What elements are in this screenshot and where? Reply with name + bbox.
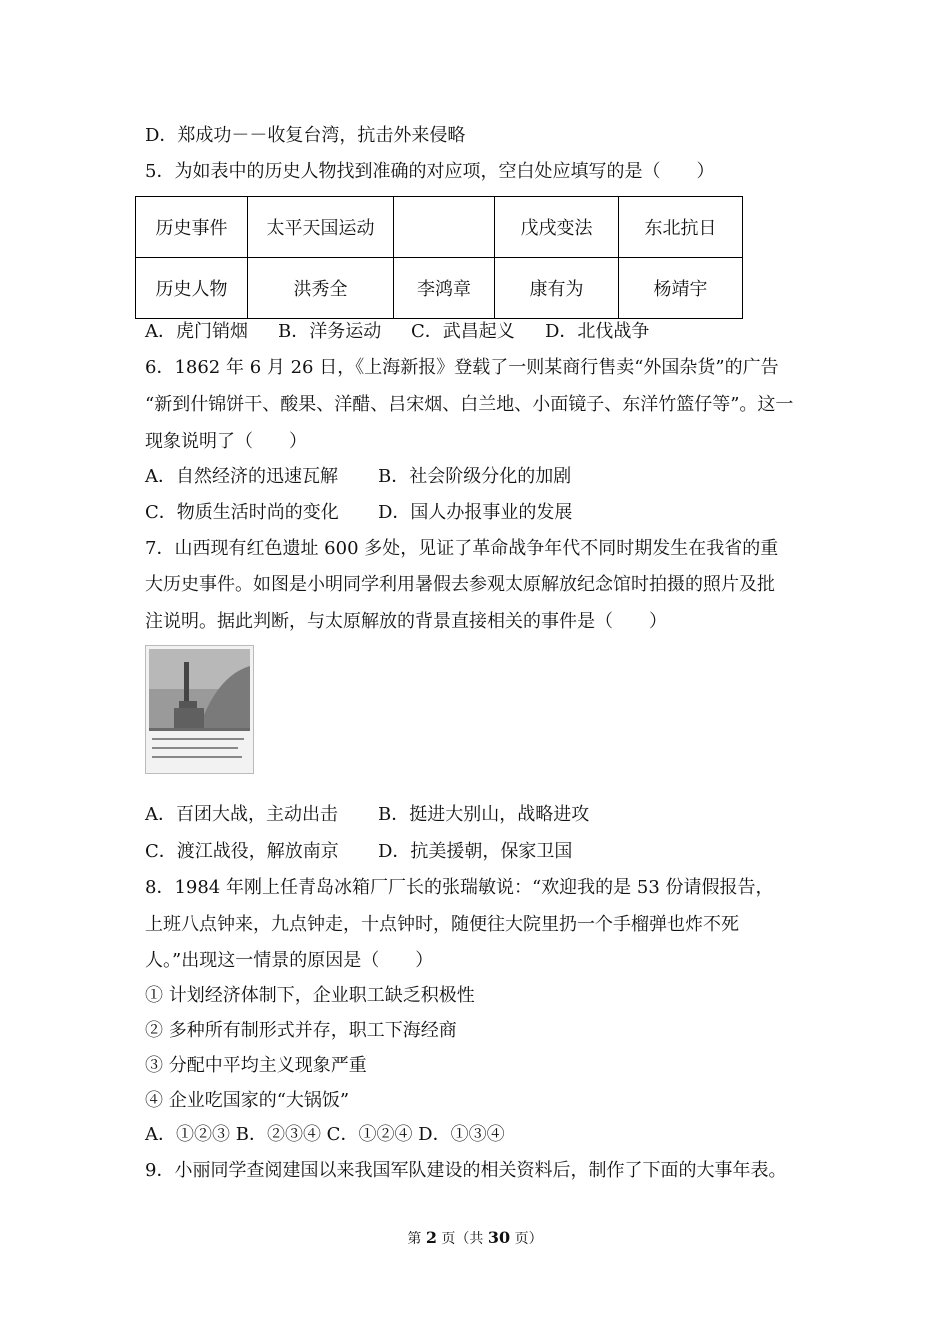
q7-stem-line: 注说明。据此判断，与太原解放的背景直接相关的事件是（ ） (145, 611, 667, 632)
q6-option-b: B．社会阶级分化的加剧 (378, 466, 572, 487)
q6-stem-line: 现象说明了（ ） (145, 431, 307, 452)
table-cell: 东北抗日 (619, 197, 743, 258)
table-cell: 杨靖宇 (619, 258, 743, 319)
table-cell-blank (394, 197, 495, 258)
footer-suffix: 页） (510, 1231, 543, 1247)
q6-option-c: C．物质生活时尚的变化 (145, 502, 339, 523)
q6-stem-line: 6．1862 年 6 月 26 日，《上海新报》登载了一则某商行售卖“外国杂货”的广告 (145, 357, 779, 378)
q7-stem-line: 7．山西现有红色遗址 600 多处，见证了革命战争年代不同时期发生在我省的重 (145, 538, 779, 559)
q6-option-d: D．国人办报事业的发展 (378, 502, 573, 523)
q7-option-b: B．挺进大别山，战略进攻 (378, 804, 590, 825)
table-cell: 戊戌变法 (495, 197, 619, 258)
q4-option-d: D．郑成功－－收复台湾，抗击外来侵略 (145, 125, 466, 146)
q7-stem-line: 大历史事件。如图是小明同学利用暑假去参观太原解放纪念馆时拍摄的照片及批 (145, 574, 775, 595)
footer-page-number: 2 (425, 1228, 437, 1247)
table-cell: 历史人物 (136, 258, 248, 319)
footer-middle: 页（共 (436, 1231, 488, 1247)
table-cell: 康有为 (495, 258, 619, 319)
table-cell: 历史事件 (136, 197, 248, 258)
page-footer (0, 1228, 950, 1249)
q7-option-d: D．抗美援朝，保家卫国 (378, 841, 573, 862)
q6-option-a: A．自然经济的迅速瓦解 (145, 466, 338, 487)
q6-stem-line: “新到什锦饼干、酸果、洋醋、吕宋烟、白兰地、小面镜子、东洋竹篮仔等”。这一 (145, 394, 794, 415)
q8-stem-line: 人。”出现这一情景的原因是（ ） (145, 950, 434, 971)
table-row (136, 197, 743, 258)
q9-stem: 9．小丽同学查阅建国以来我国军队建设的相关资料后，制作了下面的大事年表。 (145, 1160, 787, 1181)
table-cell: 李鸿章 (394, 258, 495, 319)
q8-item: ③ 分配中平均主义现象严重 (145, 1055, 367, 1076)
q7-option-a: A．百团大战，主动出击 (145, 804, 338, 825)
q8-options: A．①②③ B．②③④ C．①②④ D．①③④ (145, 1124, 505, 1145)
q8-item: ④ 企业吃国家的“大锅饭” (145, 1090, 350, 1111)
memorial-photo-graphic (146, 646, 253, 773)
memorial-photo (145, 645, 254, 774)
q5-stem: 5．为如表中的历史人物找到准确的对应项，空白处应填写的是（ ） (145, 161, 715, 182)
table-cell: 洪秀全 (248, 258, 394, 319)
table-row (136, 258, 743, 319)
q7-option-c: C．渡江战役，解放南京 (145, 841, 339, 862)
footer-total-pages: 30 (487, 1228, 511, 1247)
q8-stem-line: 8．1984 年刚上任青岛冰箱厂厂长的张瑞敏说：“欢迎我的是 53 份请假报告， (145, 877, 774, 898)
table-cell: 太平天国运动 (248, 197, 394, 258)
q5-option-c: C．武昌起义 (411, 321, 515, 342)
q8-stem-line: 上班八点钟来，九点钟走，十点钟时，随便往大院里扔一个手榴弹也炸不死 (145, 914, 739, 935)
q5-option-b: B．洋务运动 (278, 321, 382, 342)
q5-option-d: D．北伐战争 (545, 321, 650, 342)
footer-prefix: 第 (407, 1231, 426, 1247)
q8-item: ① 计划经济体制下，企业职工缺乏积极性 (145, 985, 475, 1006)
q5-option-a: A．虎门销烟 (145, 321, 248, 342)
q5-table (135, 196, 743, 319)
q8-item: ② 多种所有制形式并存，职工下海经商 (145, 1020, 457, 1041)
